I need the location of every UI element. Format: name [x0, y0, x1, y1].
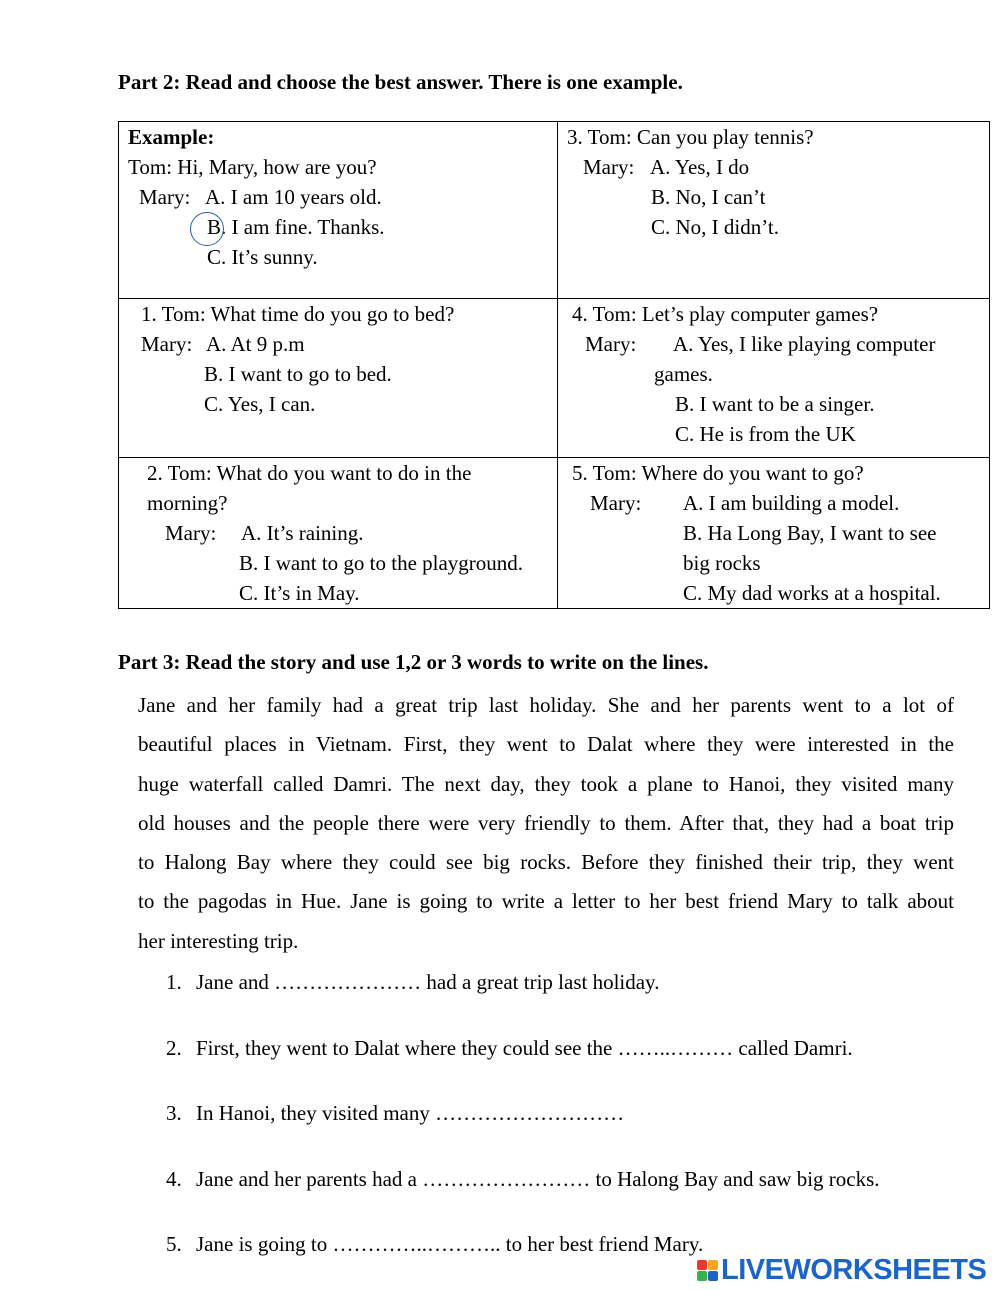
logo-square — [708, 1271, 718, 1281]
q4-option-b: B. I want to be a singer. — [675, 392, 875, 416]
answer-circle-mark — [190, 212, 224, 246]
logo-square — [708, 1260, 718, 1270]
example-option-c: C. It’s sunny. — [207, 245, 318, 269]
q5-option-c: C. My dad works at a hospital. — [683, 581, 941, 605]
story-line: to the pagodas in Hue. Jane is going to write a letter to her best friend Mary to talk about — [138, 889, 954, 914]
q2-cell — [119, 458, 558, 609]
question-number: 1. — [166, 970, 182, 994]
answer-table — [118, 121, 990, 609]
q2-option-a: A. It’s raining. — [241, 521, 364, 545]
q5-mary: Mary: — [590, 491, 642, 515]
q2-question-cont: morning? — [147, 491, 228, 515]
story-line: her interesting trip. — [138, 928, 299, 953]
fill-question-1 — [166, 967, 659, 997]
q3-option-b: B. No, I can’t — [651, 185, 766, 209]
fill-question-2 — [166, 1033, 853, 1063]
fill-question-4 — [166, 1164, 880, 1194]
question-number: 4. — [166, 1167, 182, 1191]
fill-question-5 — [166, 1229, 703, 1259]
q5-option-a: A. I am building a model. — [683, 491, 900, 515]
story-line: to Halong Bay where they could see big rocks. Before they finished their trip, they went — [138, 850, 954, 875]
story-line: old houses and the people there were very friendly to them. After that, they had a boat trip — [138, 810, 954, 835]
q1-question: 1. Tom: What time do you go to bed? — [141, 302, 455, 326]
logo-square — [697, 1260, 707, 1270]
question-text: Jane and her parents had a …………………… to Halong Bay and saw big rocks. — [196, 1167, 880, 1191]
q2-question: 2. Tom: What do you want to do in the — [147, 461, 472, 485]
q1-option-b: B. I want to go to bed. — [204, 362, 392, 386]
question-text: Jane and ………………… had a great trip last holiday. — [196, 970, 660, 994]
q1-option-a: A. At 9 p.m — [206, 332, 305, 356]
example-option-b-letter: B — [207, 215, 222, 239]
question-number: 3. — [166, 1101, 182, 1125]
story-line: beautiful places in Vietnam. First, they went to Dalat where they were interested in the — [138, 732, 954, 757]
q4-option-c: C. He is from the UK — [675, 422, 856, 446]
q2-option-b: B. I want to go to the playground. — [239, 551, 524, 575]
q5-question: 5. Tom: Where do you want to go? — [572, 461, 864, 485]
q3-question: 3. Tom: Can you play tennis? — [567, 125, 814, 149]
q5-cell — [558, 458, 990, 609]
q3-mary: Mary: — [583, 155, 635, 179]
logo-square — [697, 1271, 707, 1281]
story-paragraph — [138, 686, 954, 961]
q4-option-a: A. Yes, I like playing computer — [673, 332, 936, 356]
question-number: 5. — [166, 1232, 182, 1256]
liveworksheets-logo — [697, 1254, 986, 1286]
fill-question-3 — [166, 1098, 624, 1128]
q1-mary: Mary: — [141, 332, 193, 356]
example-label: Example: — [128, 125, 215, 149]
q4-option-a-cont: games. — [654, 362, 713, 386]
example-cell — [119, 122, 558, 299]
q4-cell — [558, 299, 990, 458]
q1-cell — [119, 299, 558, 458]
example-option-b — [207, 212, 385, 242]
story-line: huge waterfall called Damri. The next day, they took a plane to Hanoi, they visited many — [138, 771, 954, 796]
q3-option-c: C. No, I didn’t. — [651, 215, 779, 239]
question-text: In Hanoi, they visited many ……………………… — [196, 1101, 625, 1125]
question-text: Jane is going to …………..……….. to her best friend Mary. — [196, 1232, 704, 1256]
q4-mary: Mary: — [585, 332, 637, 356]
part3-heading: Part 3: Read the story and use 1,2 or 3 words to write on the lines. — [118, 650, 709, 674]
question-number: 2. — [166, 1036, 182, 1060]
story-line: Jane and her family had a great trip last holiday. She and her parents went to a lot of — [138, 693, 954, 717]
q3-option-a: A. Yes, I do — [650, 155, 750, 179]
example-option-a: A. I am 10 years old. — [205, 185, 382, 209]
example-question: Tom: Hi, Mary, how are you? — [128, 155, 377, 179]
q2-option-c: C. It’s in May. — [239, 581, 360, 605]
q2-mary: Mary: — [165, 521, 217, 545]
logo-text: LIVEWORKSHEETS — [721, 1253, 987, 1286]
part2-heading: Part 2: Read and choose the best answer. There is one example. — [118, 70, 683, 94]
logo-mark-icon — [697, 1260, 718, 1281]
q5-option-b: B. Ha Long Bay, I want to see — [683, 521, 937, 545]
example-option-b-text: . I am fine. Thanks. — [221, 215, 385, 239]
q3-cell — [558, 122, 990, 299]
example-mary: Mary: — [139, 185, 191, 209]
q5-option-b-cont: big rocks — [683, 551, 761, 575]
q1-option-c: C. Yes, I can. — [204, 392, 316, 416]
question-text: First, they went to Dalat where they could see the ……..……… called Damri. — [196, 1036, 853, 1060]
q4-question: 4. Tom: Let’s play computer games? — [572, 302, 879, 326]
